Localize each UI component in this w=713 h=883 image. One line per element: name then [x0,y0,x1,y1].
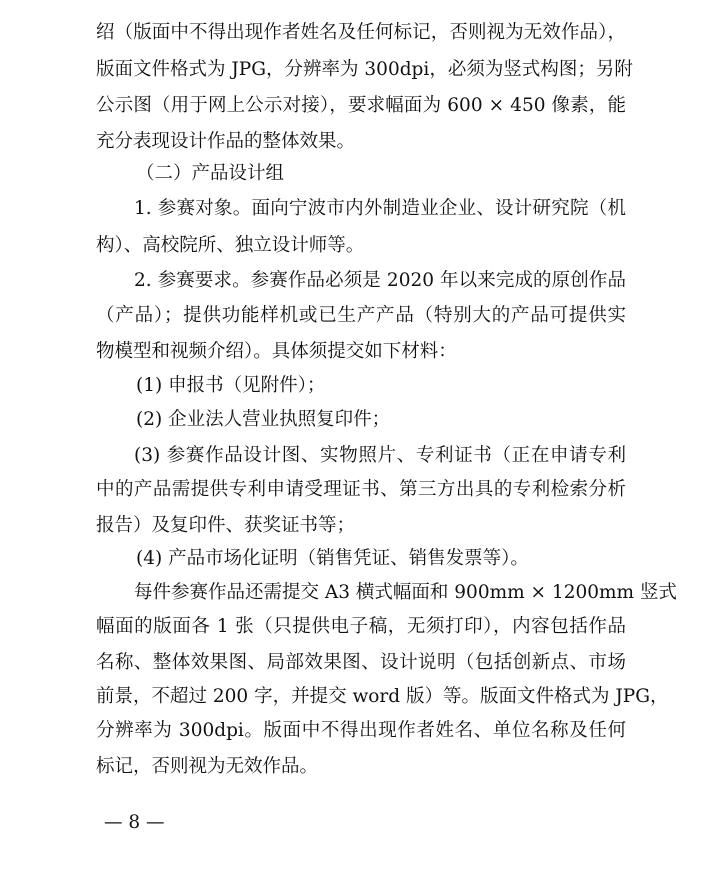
body-line-22: 标记，否则视为无效作品。 [96,756,319,777]
list-item-3-line-3: 报告）及复印件、获奖证书等； [96,515,356,536]
section-heading-product-design: （二）产品设计组 [136,163,285,184]
body-line-8: 2. 参赛要求。参赛作品必须是 2020 年以来完成的原创作品 [134,270,626,291]
body-line-17: 每件参赛作品还需提交 A3 横式幅面和 900mm × 1200mm 竖式 [134,582,677,603]
body-line-21: 分辨率为 300dpi。版面中不得出现作者姓名、单位名称及任何 [96,720,626,741]
body-line-10: 物模型和视频介绍）。具体须提交如下材料： [96,341,457,362]
body-line-18: 幅面的版面各 1 张（只提供电子稿，无须打印），内容包括作品 [96,616,626,637]
page-number: — 8 — [104,812,165,833]
list-item-1: (1) 申报书（见附件）； [136,375,326,396]
list-item-3-line-1: (3) 参赛作品设计图、实物照片、专利证书（正在申请专利 [134,445,626,466]
list-item-3-line-2: 中的产品需提供专利申请受理证书、第三方出具的专利检索分析 [96,479,626,500]
list-item-2: (2) 企业法人营业执照复印件； [136,409,391,430]
body-line-19: 名称、整体效果图、局部效果图、设计说明（包括创新点、市场 [96,652,626,673]
body-line-9: （产品）；提供功能样机或已生产产品（特别大的产品可提供实 [96,305,626,326]
body-line-3: 公示图（用于网上公示对接），要求幅面为 600 × 450 像素，能 [96,95,626,116]
body-line-7: 构）、高校院所、独立设计师等。 [96,235,365,256]
body-line-4: 充分表现设计作品的整体效果。 [96,131,356,152]
body-line-6: 1. 参赛对象。面向宁波市内外制造业企业、设计研究院（机 [134,198,626,219]
body-line-20: 前景，不超过 200 字，并提交 word 版）等。版面文件格式为 JPG， [96,686,669,707]
list-item-4: (4) 产品市场化证明（销售凭证、销售发票等）。 [136,548,529,569]
body-line-1: 绍（版面中不得出现作者姓名及任何标记，否则视为无效作品）， [96,22,626,43]
body-line-2: 版面文件格式为 JPG，分辨率为 300dpi，必须为竖式构图；另附 [96,59,633,80]
